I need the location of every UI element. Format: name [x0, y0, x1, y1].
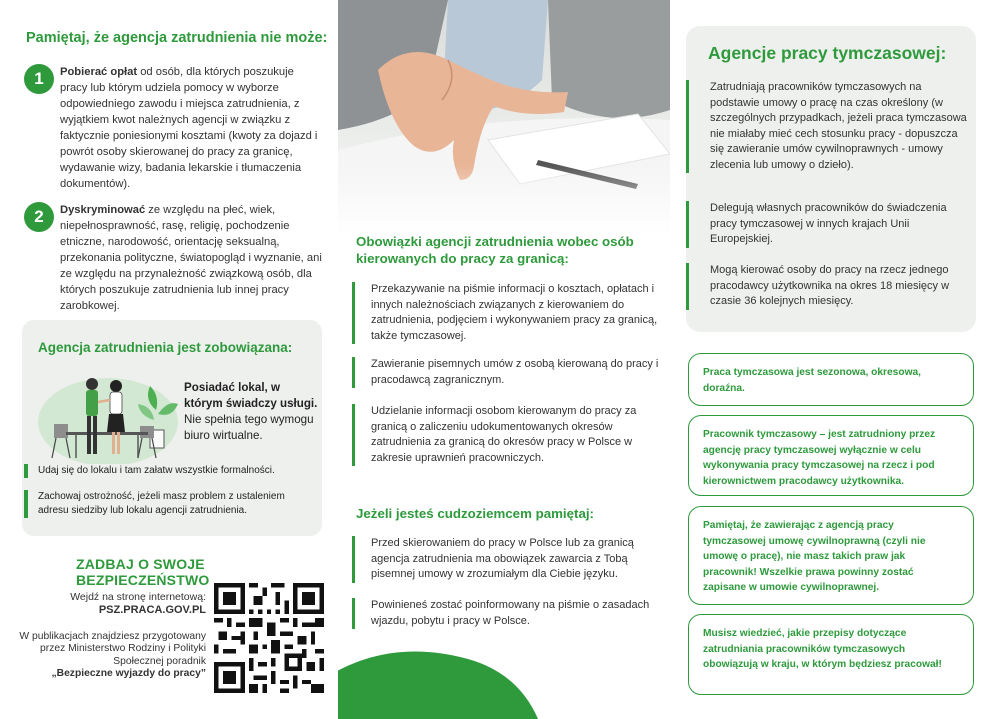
- info-box-civil-contract: Pamiętaj, że zawierając z agencją pracy tymczasowej umowę cywilnoprawną (czyli nie umowę o pracę), nie masz takich praw jak pracownik! Wszelkie prawa powinny zostać zapisane w umowie cywilnoprawnej.: [688, 506, 974, 605]
- temp-item-2: Delegują własnych pracowników do świadczenia pracy tymczasowej w innych krajach Unii Europejskiej.: [686, 201, 971, 248]
- info-box-seasonal: Praca tymczasowa jest sezonowa, okresowa, doraźna.: [688, 353, 974, 406]
- publication-title: „Bezpieczne wyjazdy do pracy”: [51, 668, 206, 680]
- number-badge-1: 1: [24, 64, 54, 94]
- info-box-regulations: Musisz wiedzieć, jakie przepisy dotyczące zatrudniania pracowników tymczasowych obowiązują w kraju, w którym będziesz pracował!: [688, 614, 974, 695]
- cannot-item-2-bold: Dyskryminować: [60, 204, 146, 216]
- website-label: [16, 591, 206, 617]
- duties-title: Obowiązki agencji zatrudnienia wobec osób kierowanych do pracy za granicą:: [356, 234, 634, 266]
- obligation-note-2: Zachowaj ostrożność, jeżeli masz problem z ustaleniem adresu siedziby lub lokalu agencji zatrudnienia.: [24, 490, 316, 518]
- obligation-main-bold: Posiadać lokal, w którym świadczy usługi.: [184, 381, 318, 410]
- obligation-panel: [22, 320, 322, 536]
- publication-description: W publikacjach znajdziesz przygotowany przez Ministerstwo Rodziny i Polityki Społecznej poradnik: [19, 631, 206, 667]
- obligation-title: Agencja zatrudnienia jest zobowiązana:: [38, 340, 293, 355]
- duty-item-3: Udzielanie informacji osobom kierowanym do pracy za granicą o zaliczeniu udokumentowanych okresów zatrudnienia za granicą do okresów pracy w Polsce w zakresie uprawnień pracowniczych.: [352, 404, 662, 466]
- temp-item-3: Mogą kierować osoby do pracy na rzecz jednego pracodawcy użytkownika na okres 18 miesięcy w czasie 36 kolejnych miesięcy.: [686, 263, 971, 310]
- cannot-item-2-text: [60, 202, 324, 314]
- foreigner-title: Jeżeli jesteś cudzoziemcem pamiętaj:: [356, 506, 594, 521]
- cannot-item-1-body: od osób, dla których poszukuje pracy lub którym udziela pomocy w wyborze odpowiedniego zawodu i miejsca zatrudnienia, z wyjątkiem kwot należnych agencji w związku z faktycznie poniesionymi kosztami (kwoty za dojazd i powrót osoby skierowanej do pracy za granicę, wydawanie wizy, badania lekarskie i tłumaczenia dokumentów).: [60, 66, 318, 190]
- handshake-photo: [338, 0, 670, 236]
- obligation-note-1: Udaj się do lokalu i tam załatw wszystkie formalności.: [24, 464, 316, 478]
- safety-title: ZADBAJ O SWOJE BEZPIECZEŃSTWO: [76, 556, 210, 588]
- middle-column: [338, 0, 670, 719]
- duty-item-1: Przekazywanie na piśmie informacji o kosztach, opłatach i innych należnościach związanych z kierowaniem do zatrudnienia, podjęciem i wykonywaniem pracy za granicą, także tymczasowej.: [352, 282, 662, 344]
- publication-text: [6, 631, 206, 681]
- cannot-section-title: Pamiętaj, że agencja zatrudnienia nie może:: [26, 30, 328, 46]
- foreigner-item-2: Powinieneś zostać poinformowany na piśmie o zasadach wjazdu, pobytu i pracy w Polsce.: [352, 598, 662, 629]
- website-prefix: Wejdź na stronę internetową:: [70, 591, 206, 603]
- foreigner-item-1: Przed skierowaniem do pracy w Polsce lub za granicą agencja zatrudnienia ma obowiązek zawarcia z Tobą pisemnej umowy w zrozumiałym dla Ciebie języku.: [352, 536, 662, 583]
- left-column: [0, 0, 338, 719]
- temp-item-1: Zatrudniają pracowników tymczasowych na podstawie umowy o pracę na czas określony (w szczególnych przypadkach, jeżeli praca tymczasowa nie miałaby mieć cech stosunku pracy - dopuszcza się zawieranie umów cywilnoprawnych - umowy zlecenia lub umowy o dzieło).: [686, 80, 971, 173]
- website-link[interactable]: PSZ.PRACA.GOV.PL: [98, 604, 206, 616]
- obligation-main-text: [184, 380, 319, 444]
- temp-agencies-title: Agencje pracy tymczasowej:: [708, 43, 947, 63]
- cannot-item-2: [24, 202, 324, 314]
- info-box-temp-worker: Pracownik tymczasowy – jest zatrudniony przez agencję pracy tymczasowej wyłącznie w celu wykonywania pracy tymczasowej na rzecz i pod kierownictwem pracodawcy użytkownika.: [688, 415, 974, 496]
- number-badge-2: 2: [24, 202, 54, 232]
- duty-item-2: Zawieranie pisemnych umów z osobą kierowaną do pracy i pracodawcą zagranicznym.: [352, 357, 662, 388]
- right-column: [670, 0, 1000, 719]
- office-meeting-illustration: [36, 370, 180, 464]
- temp-agencies-panel: [686, 26, 976, 332]
- cannot-item-1-bold: Pobierać opłat: [60, 66, 138, 78]
- cannot-item-2-body: ze względu na płeć, wiek, niepełnosprawność, rasę, religię, pochodzenie etniczne, narodowość, orientację seksualną, przekonania polityczne, światopogląd i wyznanie, ani ze względu na przynależność związkową osób, dla których poszukuje zatrudnienia lub innej pracy zarobkowej.: [60, 204, 322, 312]
- cannot-item-1: [24, 64, 324, 192]
- cannot-item-1-text: [60, 64, 324, 192]
- qr-code[interactable]: [214, 583, 324, 693]
- obligation-main-body: Nie spełnia tego wymogu biuro wirtualne.: [184, 413, 314, 442]
